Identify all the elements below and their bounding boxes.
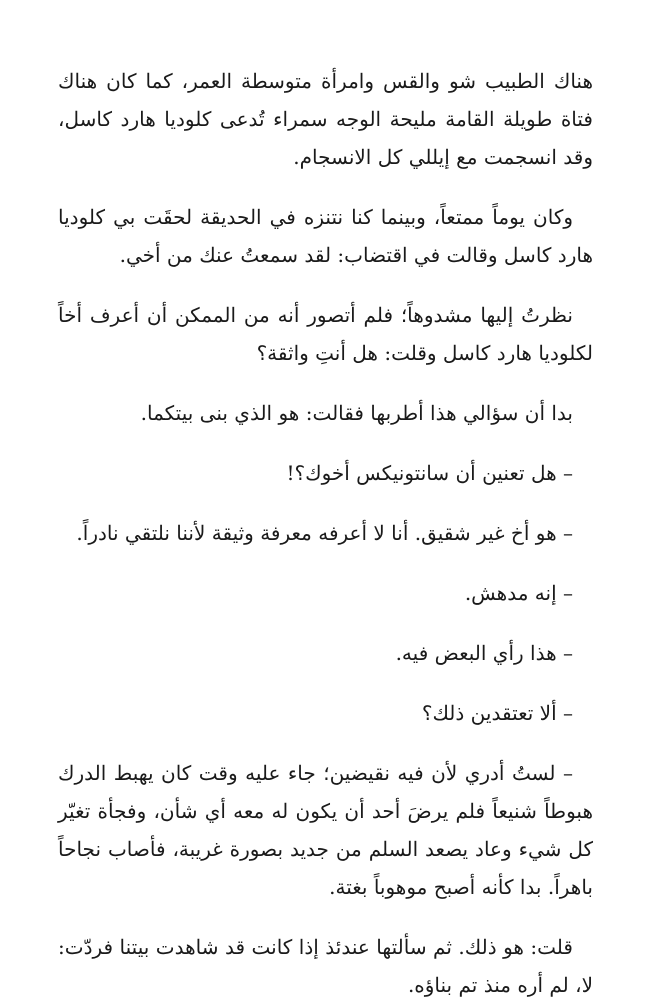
dialogue-line-4: – هذا رأي البعض فيه. [395, 641, 573, 665]
dialogue-line-1: – هل تعنين أن سانتونيكس أخوك؟! [286, 461, 573, 485]
paragraph-reply: بدا أن سؤالي هذا أطربها فقالت: هو الذي بنى بيتكما. [140, 401, 573, 425]
dialogue-line-2: – هو أخ غير شقيق. أنا لا أعرفه معرفة وثيقة لأننا نلتقي نادراً. [76, 521, 573, 545]
dialogue-line-6: – لستُ أدري لأن فيه نقيضين؛ جاء عليه وقت كان يهبط الدرك هبوطاً شنيعاً فلم يرضَ أحد أن يكون له معه أي شأن، وفجأة تغيّر كل شيء وعاد يصعد السلم من جديد بصورة غريبة، فأصاب نجاحاً باهراً. بدا كأنه أصبح موهوباً بغتة. [58, 761, 593, 899]
dialogue-line-3: – إنه مدهش. [464, 581, 573, 605]
paragraph-astonished: نظرتُ إليها مشدوهاً؛ فلم أتصور أنه من الممكن أن أعرف أخاً لكلوديا هارد كاسل وقلت: هل أنتِ واثقة؟ [58, 303, 593, 365]
dialogue-line-5: – ألا تعتقدين ذلك؟ [421, 701, 573, 725]
paragraph-intro: هناك الطبيب شو والقس وامرأة متوسطة العمر، كما كان هناك فتاة طويلة القامة مليحة الوجه سمراء تُدعى كلوديا هارد كاسل، وقد انسجمت مع إيللي كل الانسجام. [58, 69, 593, 169]
paragraph-closing: قلت: هو ذلك. ثم سألتها عندئذ إذا كانت قد شاهدت بيتنا فردّت: لا، لم أره منذ تم بناؤه. [58, 935, 593, 997]
paragraph-garden: وكان يوماً ممتعاً، وبينما كنا نتنزه في الحديقة لحقَت بي كلوديا هارد كاسل وقالت في اقتضاب: لقد سمعتُ عنك من أخي. [58, 205, 593, 267]
